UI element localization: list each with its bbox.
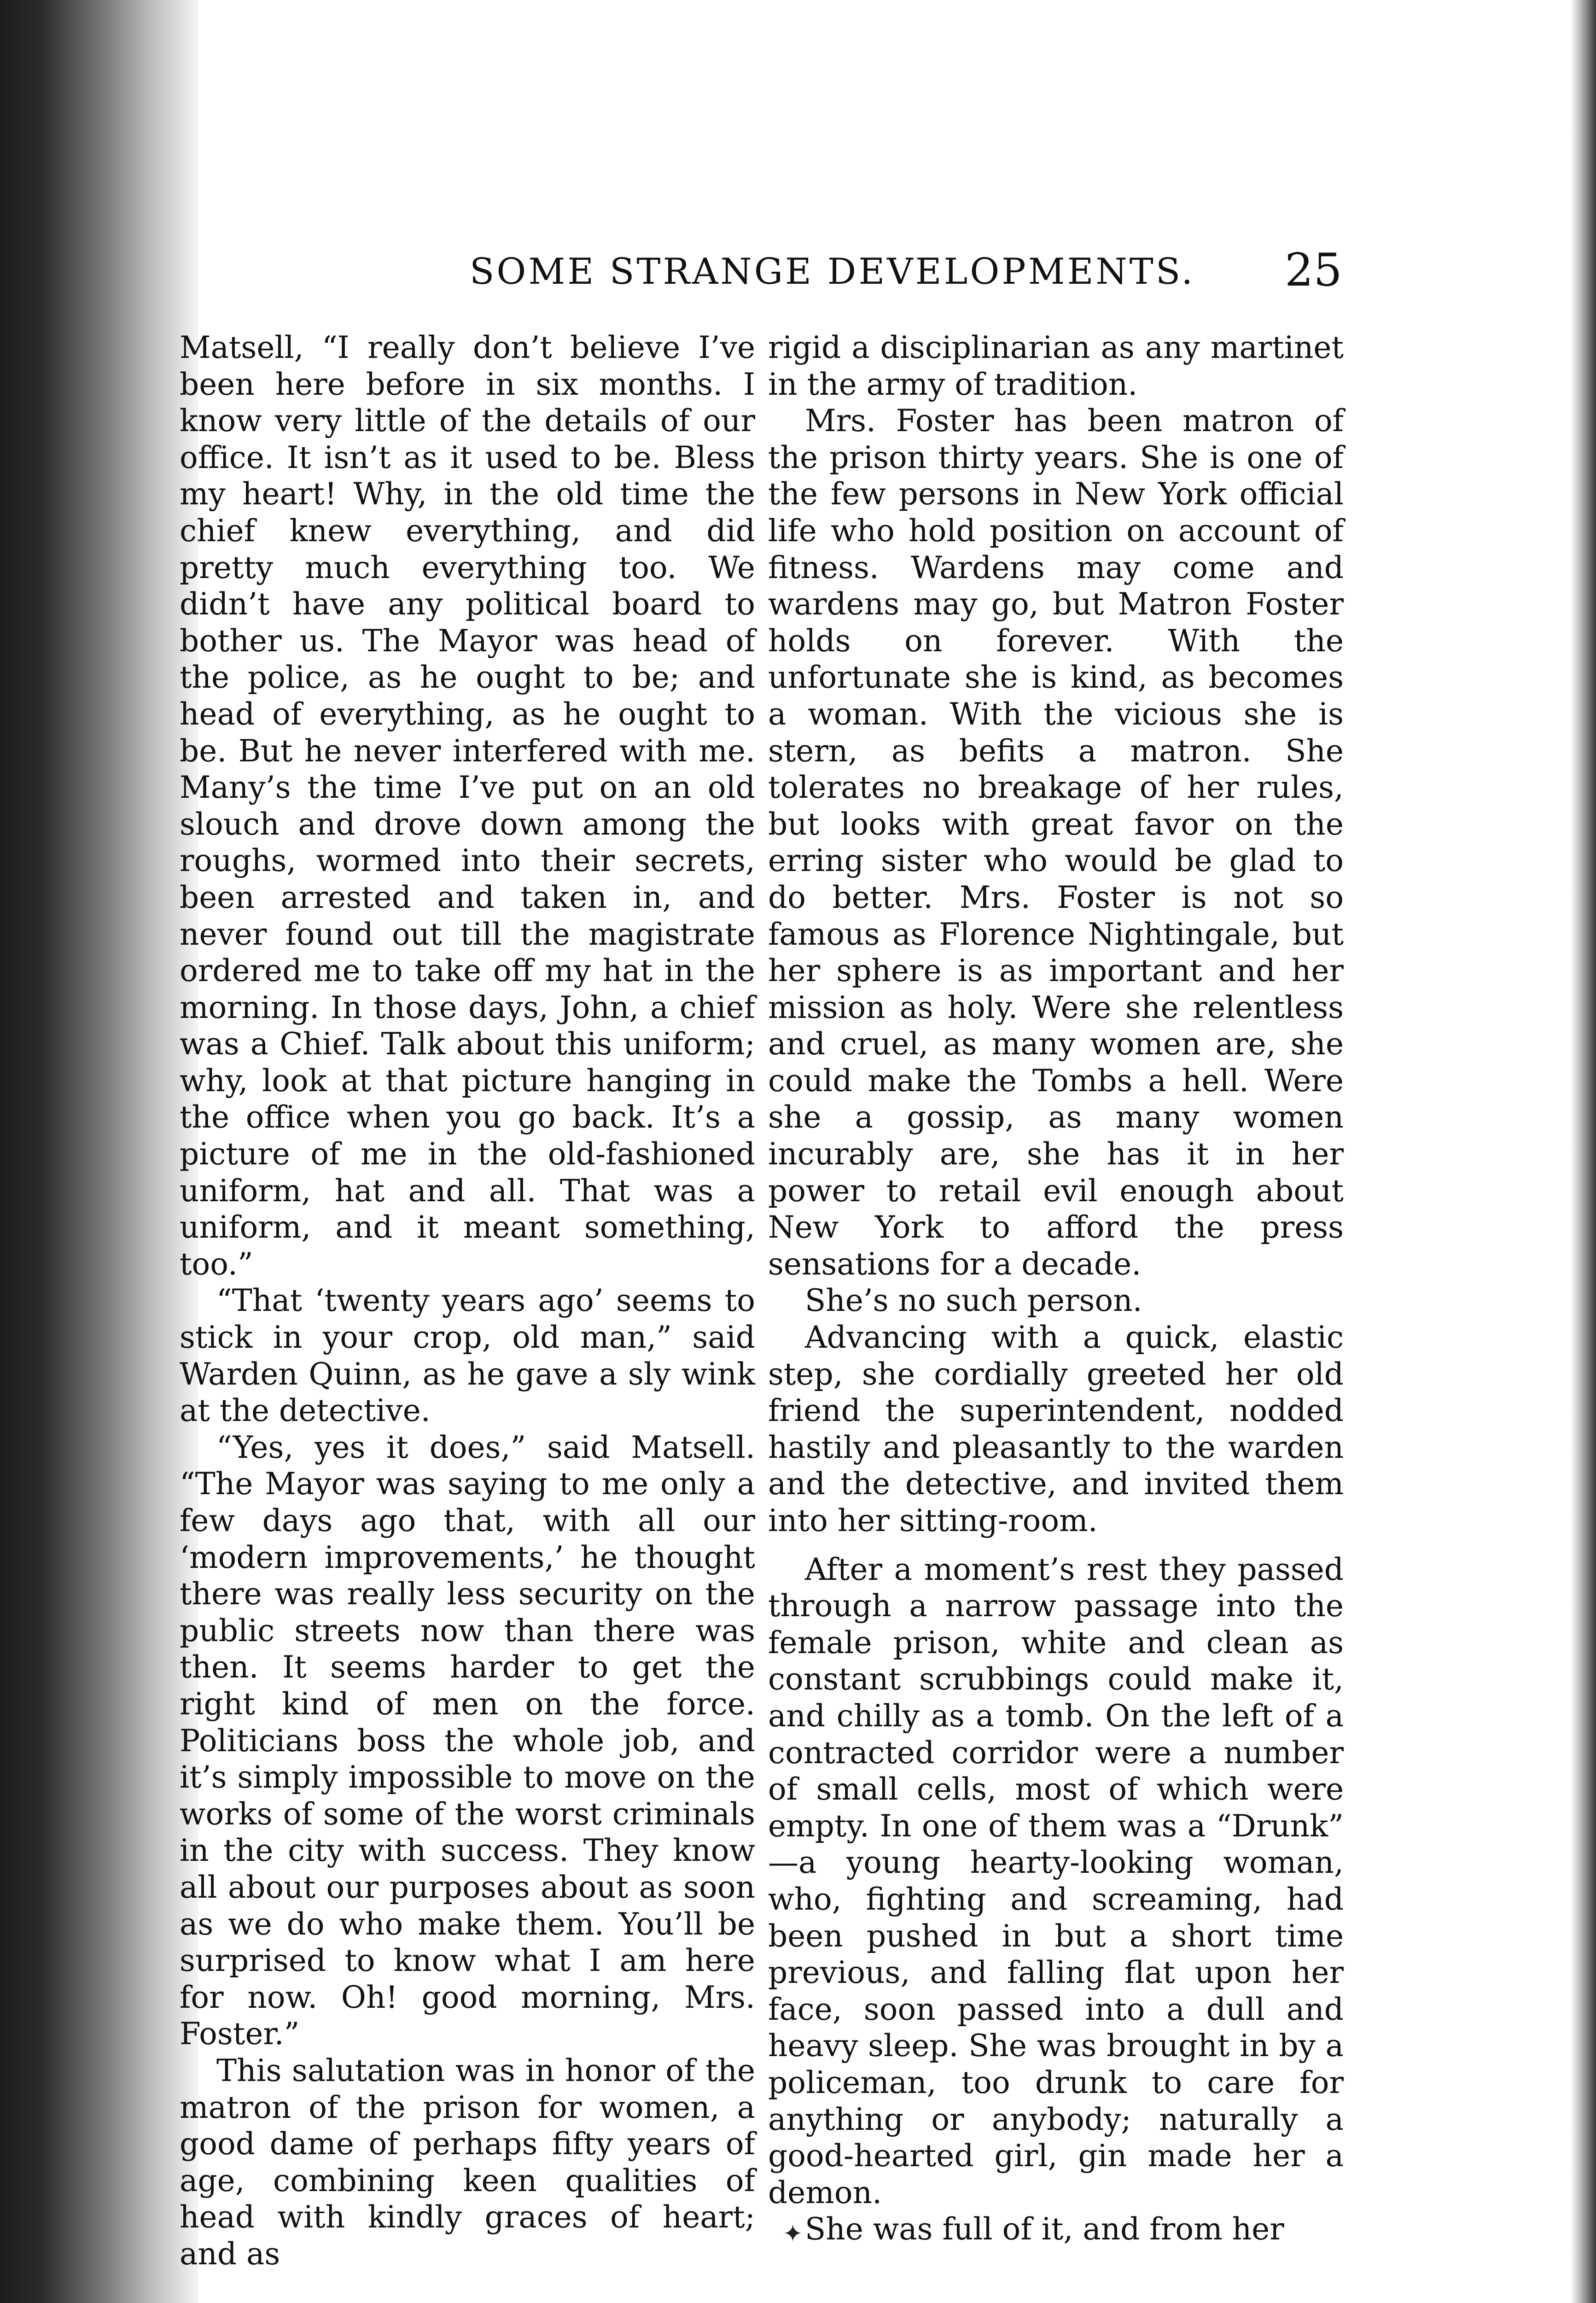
right-text-column: [768, 329, 1344, 2248]
printer-mark-ornament: ✦: [783, 2220, 803, 2248]
paragraph: After a moment’s rest they passed through a narrow passage into the female prison, white and clean as constant scrubbings could make it, and chilly as a tomb. On the left of a contracted corridor were a number of small cells, most of which were empty. In one of them was a “Drunk” —a young hearty-looking woman, who, fighting and screaming, had been pushed in but a short time previous, and falling flat upon her face, soon passed into a dull and heavy sleep. She was brought in by a policeman, too drunk to care for anything or anybody; naturally a good-hearted girl, gin made her a demon.: [768, 1551, 1344, 2210]
running-title: SOME STRANGE DEVELOPMENTS.: [470, 251, 1195, 292]
paragraph: Matsell, “I really don’t believe I’ve been here before in six months. I know very little of the details of our office. It isn’t as it used to be. Bless my heart! Why, in the old time the chief knew everything, and did pretty much everything too. We didn’t have any political board to bother us. The Mayor was head of the police, as he ought to be; and head of everything, as he ought to be. But he never interfered with me. Many’s the time I’ve put on an old slouch and drove down among the roughs, wormed into their secrets, been arrested and taken in, and never found out till the magistrate ordered me to take off my hat in the morning. In those days, John, a chief was a Chief. Talk about this uniform; why, look at that picture hanging in the office when you go back. It’s a picture of me in the old-fashioned uniform, hat and all. That was a uniform, and it meant something, too.”: [180, 330, 755, 1282]
paragraph: This salutation was in honor of the matron of the prison for women, a good dame of perhaps fifty years of age, combining keen qualities of head with kindly graces of heart; and as: [180, 2052, 755, 2272]
paragraph: She’s no such person.: [805, 1283, 1142, 1319]
paragraph: “That ‘twenty years ago’ seems to stick in your crop, old man,” said Warden Quinn, as he gave a sly wink at the detective.: [180, 1283, 755, 1429]
paragraph: “Yes, yes it does,” said Matsell. “The Mayor was saying to me only a few days ago that, with all our ‘modern improvements,’ he thought there was really less security on the public streets now than there was then. It seems harder to get the right kind of men on the force. Politicians boss the whole job, and it’s simply impossible to move on the works of some of the worst criminals in the city with success. They know all about our purposes about as soon as we do who make them. You’ll be surprised to know what I am here for now. Oh! good morning, Mrs. Foster.”: [180, 1429, 755, 2052]
paragraph: rigid a disciplinarian as any martinet in the army of tradition.: [768, 330, 1344, 402]
paragraph: She was full of it, and from her: [805, 2211, 1284, 2247]
left-text-column: [180, 329, 755, 2272]
page-right-edge: [1571, 0, 1596, 2303]
paragraph: Mrs. Foster has been matron of the prison thirty years. She is one of the few persons in New York official life who hold position on account of fitness. Wardens may come and wardens may go, but Matron Foster holds on forever. With the unfortunate she is kind, as becomes a woman. With the vicious she is stern, as befits a matron. She tolerates no breakage of her rules, but looks with great favor on the erring sister who would be glad to do better. Mrs. Foster is not so famous as Florence Nightingale, but her sphere is as important and her mission as holy. Were she relentless and cruel, as many women are, she could make the Tombs a hell. Were she a gossip, as many women incurably are, she has it in her power to retail evil enough about New York to afford the press sensations for a decade.: [768, 403, 1344, 1282]
page-number: 25: [1285, 244, 1342, 297]
paragraph: Advancing with a quick, elastic step, she cordially greeted her old friend the superintendent, nodded hastily and pleasantly to the warden and the detective, and invited them into her sitting-room.: [768, 1320, 1344, 1538]
page-gutter-shadow: [0, 0, 198, 2303]
